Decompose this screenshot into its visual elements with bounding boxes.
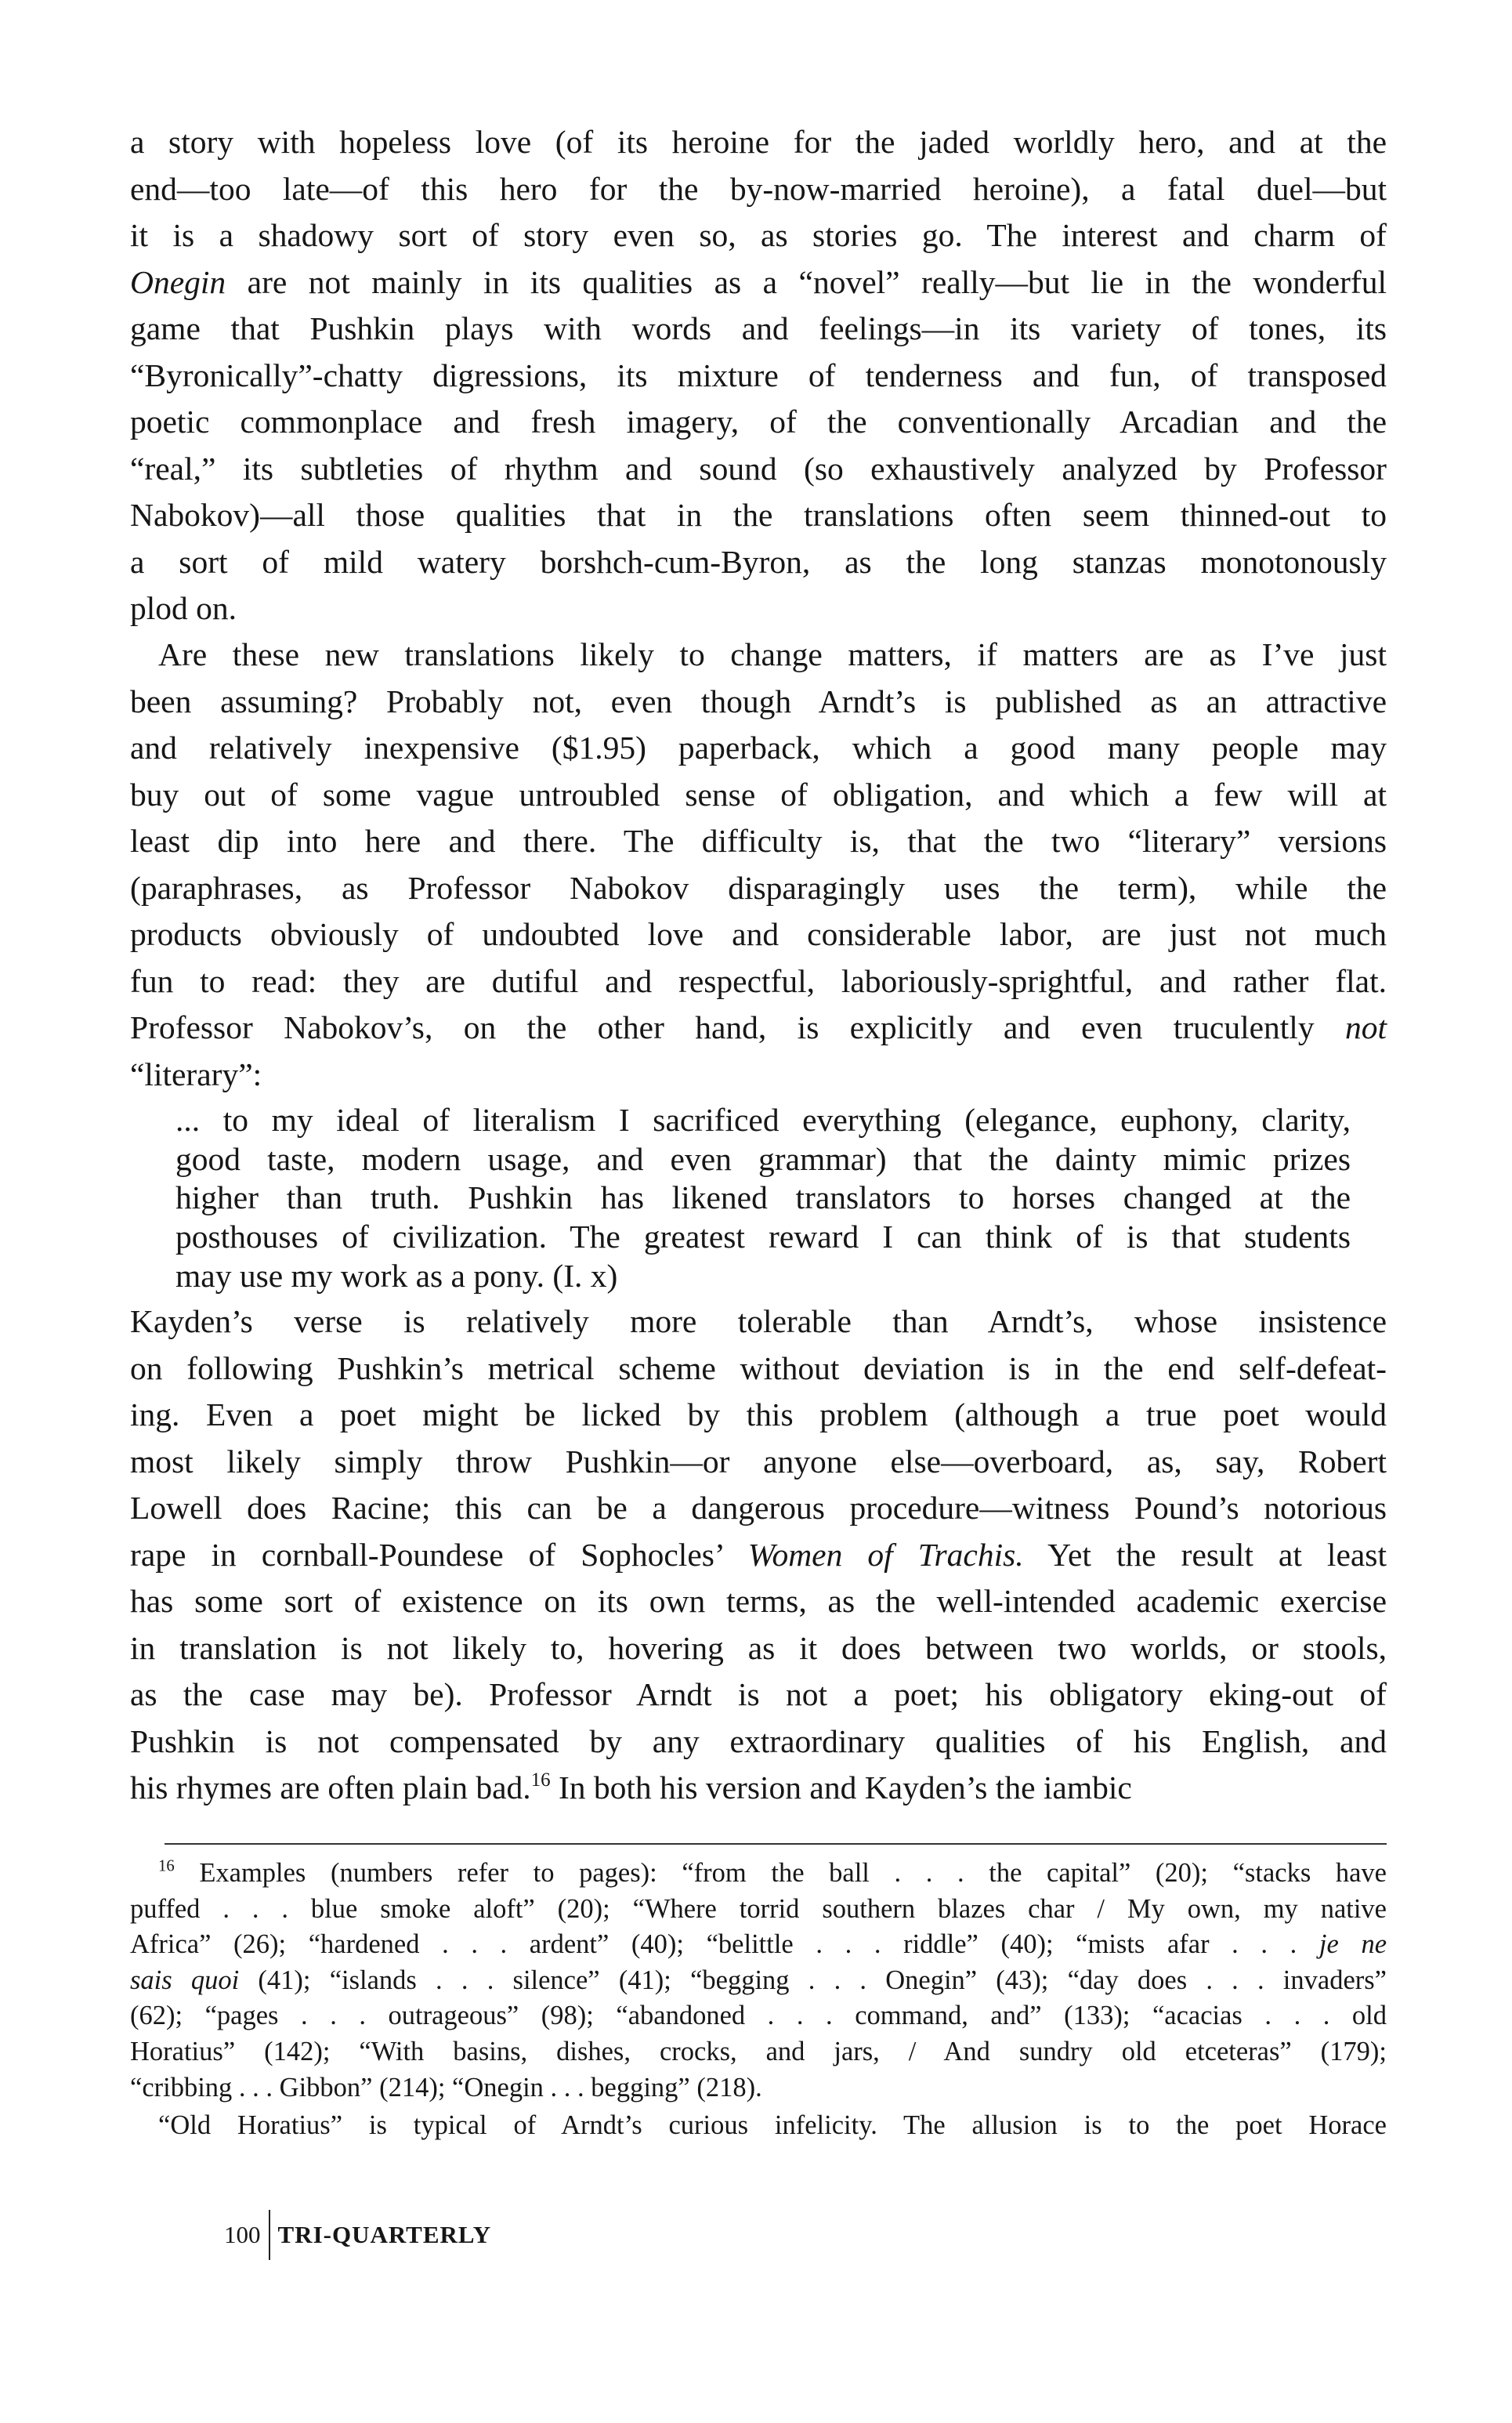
text-line: a sort of mild watery borshch-cum-Byron, as the long stanzas monotonously [130, 543, 1387, 580]
text-line: has some sort of existence on its own terms, as the well-intended academic exercise [130, 1583, 1387, 1619]
text-line: game that Pushkin plays with words and feelings—in its variety of tones, its [130, 310, 1387, 346]
text-line: plod on. [130, 590, 237, 626]
text-line: most likely simply throw Pushkin—or anyone else—overboard, as, say, Robert [130, 1443, 1387, 1480]
text-line: Lowell does Racine; this can be a dangerous procedure—witness Pound’s notorious [130, 1490, 1387, 1526]
text-line: “Byronically”-chatty digressions, its mixture of tenderness and fun, of transposed [130, 357, 1387, 393]
footnote-line: puffed . . . blue smoke aloft” (20); “Where torrid southern blazes char / My own, my native [130, 1893, 1387, 1924]
footnote-line: $^{16}$ Examples (numbers refer to pages): “from the ball . . . the capital” (20); “stacks have [158, 1857, 1387, 1888]
text-line: “real,” its subtleties of rhythm and sound (so exhaustively analyzed by Professor [130, 450, 1387, 487]
footnote-continuation [130, 2108, 1387, 2144]
footnote-rule [165, 1843, 1387, 1845]
text-line: least dip into here and there. The difficulty is, that the two “literary” versions [130, 823, 1387, 859]
text-line: end—too late—of this hero for the by-now-married heroine), a fatal duel—but [130, 170, 1387, 207]
text-line: been assuming? Probably not, even though Arndt’s is published as an attractive [130, 683, 1387, 719]
text-line: ing. Even a poet might be licked by this problem (although a true poet would [130, 1396, 1387, 1432]
text-line: Onegin are not mainly in its qualities as a “novel” really—but lie in the wonderful [130, 263, 1387, 300]
text-line: Kayden’s verse is relatively more tolerable than Arndt’s, whose insistence [130, 1303, 1387, 1339]
footnote-line: Africa” (26); “hardened . . . ardent” (40); “belittle . . . riddle” (40); “mists afar . . . je ne [130, 1929, 1387, 1960]
journal-title: TRI-QUARTERLY [277, 2221, 492, 2248]
text-line: and relatively inexpensive ($1.95) paperback, which a good many people may [130, 730, 1387, 766]
page-number: 100 [224, 2221, 261, 2248]
text-line: (paraphrases, as Professor Nabokov disparagingly uses the term), while the [130, 869, 1387, 906]
footnote-16 [130, 1856, 1387, 2106]
quote-line: ... to my ideal of literalism I sacrificed everything (elegance, euphony, clarity, [175, 1102, 1351, 1138]
footnote-marker: 16 [530, 1769, 551, 1791]
paragraph-3 [130, 1298, 1387, 1812]
paragraph-2 [130, 632, 1387, 1098]
text-line: products obviously of undoubted love and considerable labor, are just not much [130, 916, 1387, 952]
text-line: poetic commonplace and fresh imagery, of the conventionally Arcadian and the [130, 404, 1387, 440]
page-footer [224, 2210, 491, 2260]
text-line: Professor Nabokov’s, on the other hand, is explicitly and even truculently not [130, 1009, 1387, 1045]
quote-line: may use my work as a pony. (I. x) [175, 1257, 618, 1294]
text-line: rape in cornball-Poundese of Sophocles’ Women of Trachis. Yet the result at least [130, 1536, 1387, 1573]
text-line: his rhymes are often plain bad.$^{16}$ In both his version and Kayden’s the iambic [130, 1769, 1132, 1805]
text-line: “literary”: [130, 1056, 262, 1092]
text-line: on following Pushkin’s metrical scheme without deviation is in the end self-defeat- [130, 1349, 1387, 1386]
text-line: buy out of some vague untroubled sense of obligation, and which a few will at [130, 776, 1387, 813]
footnote-line: “cribbing . . . Gibbon” (214); “Onegin . . . begging” (218). [130, 2072, 762, 2102]
footnote-line: “Old Horatius” is typical of Arndt’s curious infelicity. The allusion is to the poet Horace [158, 2110, 1387, 2140]
footnote-line: sais quoi (41); “islands . . . silence” (41); “begging . . . Onegin” (43); “day does . . . invaders” [130, 1965, 1387, 1995]
text-line: in translation is not likely to, hovering as it does between two worlds, or stools, [130, 1629, 1387, 1666]
text-line: a story with hopeless love (of its heroine for the jaded worldly hero, and at the [130, 124, 1387, 160]
paragraph-1 [130, 119, 1387, 632]
quote-line: good taste, modern usage, and even grammar) that the dainty mimic prizes [175, 1140, 1351, 1177]
text-line: fun to read: they are dutiful and respectful, laboriously-sprightful, and rather flat. [130, 962, 1387, 999]
footnote-line: (62); “pages . . . outrageous” (98); “abandoned . . . command, and” (133); “acacias . . . old [130, 2001, 1387, 2031]
text-line: it is a shadowy sort of story even so, as stories go. The interest and charm of [130, 217, 1387, 253]
text-line: Are these new translations likely to change matters, if matters are as I’ve just [158, 636, 1387, 672]
text-line: as the case may be). Professor Arndt is not a poet; his obligatory eking-out of [130, 1676, 1387, 1712]
block-quote [175, 1101, 1351, 1296]
quote-line: posthouses of civilization. The greatest reward I can think of is that students [175, 1219, 1351, 1255]
text-line: Pushkin is not compensated by any extraordinary qualities of his English, and [130, 1722, 1387, 1759]
quote-line: higher than truth. Pushkin has likened translators to horses changed at the [175, 1179, 1351, 1216]
text-line: Nabokov)—all those qualities that in the translations often seem thinned-out to [130, 497, 1387, 533]
footnote-line: Horatius” (142); “With basins, dishes, crocks, and jars, / And sundry old etceteras” (179); [130, 2036, 1387, 2066]
